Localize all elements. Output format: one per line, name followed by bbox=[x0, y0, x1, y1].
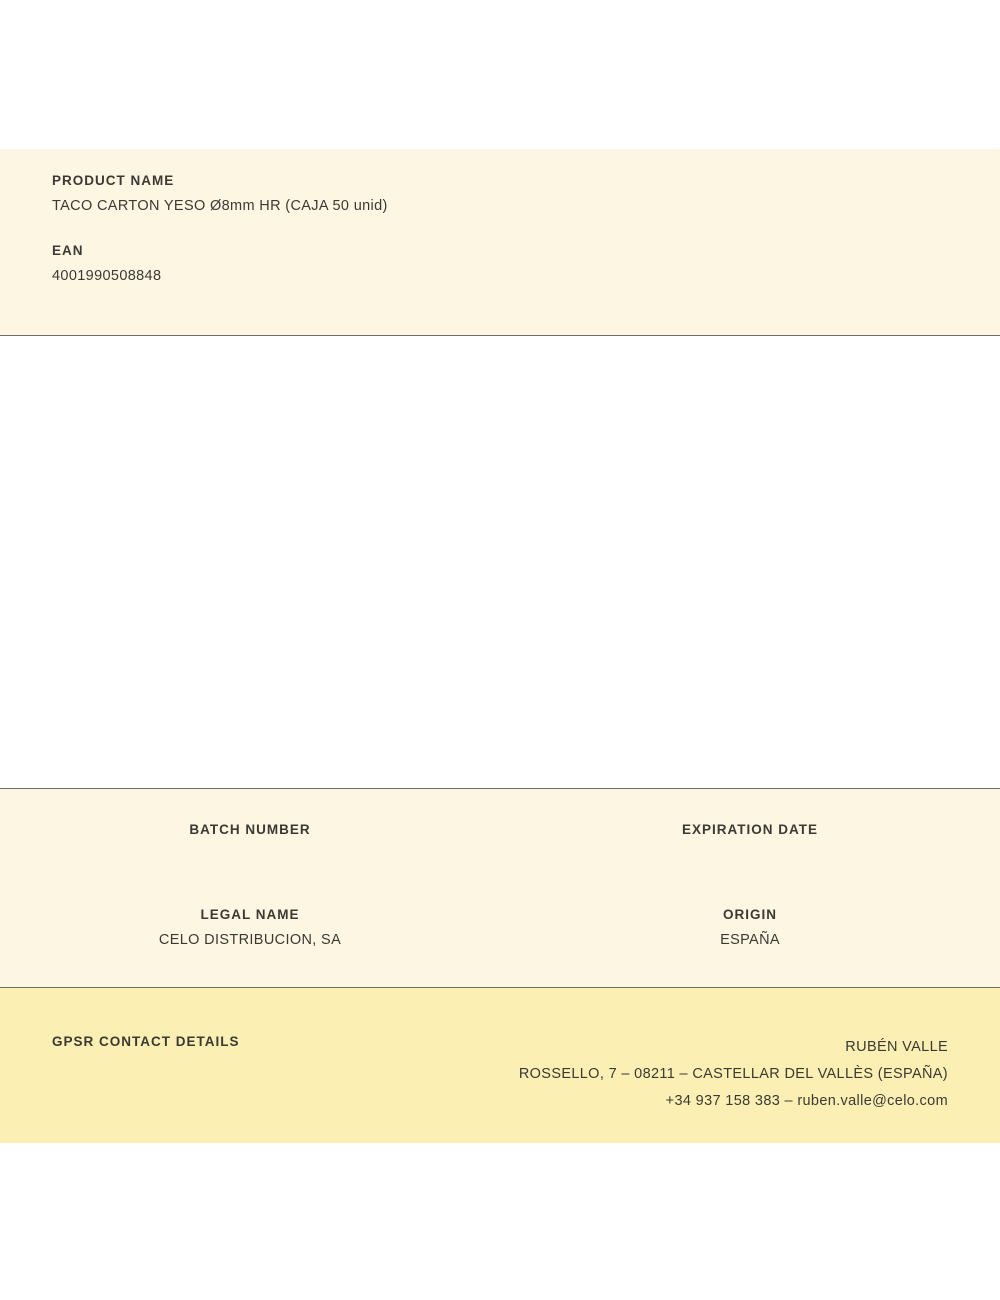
blank-middle-area bbox=[0, 336, 1000, 788]
gpsr-contact-label: GPSR CONTACT DETAILS bbox=[52, 1034, 240, 1049]
ean-group bbox=[52, 243, 948, 284]
gpsr-contact-block bbox=[0, 987, 1000, 1143]
legal-name-label: LEGAL NAME bbox=[200, 907, 300, 922]
origin-cell bbox=[500, 907, 1000, 949]
origin-label: ORIGIN bbox=[722, 907, 777, 922]
batch-legal-block bbox=[0, 788, 1000, 987]
blank-bottom-area bbox=[0, 1143, 1000, 1300]
legal-name-value: CELO DISTRIBUCION, SA bbox=[158, 932, 342, 948]
product-info-block bbox=[0, 149, 1000, 336]
gpsr-contact-address: ROSSELLO, 7 – 08211 – CASTELLAR DEL VALLÈS (ESPAÑA) bbox=[518, 1066, 948, 1082]
expiration-date-cell bbox=[500, 822, 1000, 864]
ean-label: EAN bbox=[52, 243, 84, 258]
legal-name-cell bbox=[0, 907, 500, 949]
product-name-label: PRODUCT NAME bbox=[52, 173, 175, 188]
expiration-date-value bbox=[500, 847, 1000, 864]
batch-number-value bbox=[0, 847, 500, 864]
product-name-value: TACO CARTON YESO Ø8mm HR (CAJA 50 unid) bbox=[52, 198, 388, 214]
legal-row bbox=[0, 864, 1000, 949]
batch-row bbox=[0, 789, 1000, 864]
gpsr-contact-name: RUBÉN VALLE bbox=[845, 1039, 948, 1055]
batch-number-label: BATCH NUMBER bbox=[189, 822, 311, 837]
product-info-inner bbox=[0, 149, 1000, 284]
gpsr-contact-details bbox=[519, 1034, 948, 1115]
origin-value: ESPAÑA bbox=[720, 932, 780, 948]
batch-number-cell bbox=[0, 822, 500, 864]
gpsr-inner bbox=[52, 988, 948, 1115]
gpsr-contact-phone-email: +34 937 158 383 – ruben.valle@celo.com bbox=[665, 1093, 948, 1109]
expiration-date-label: EXPIRATION DATE bbox=[681, 822, 818, 837]
ean-value: 4001990508848 bbox=[52, 268, 162, 284]
